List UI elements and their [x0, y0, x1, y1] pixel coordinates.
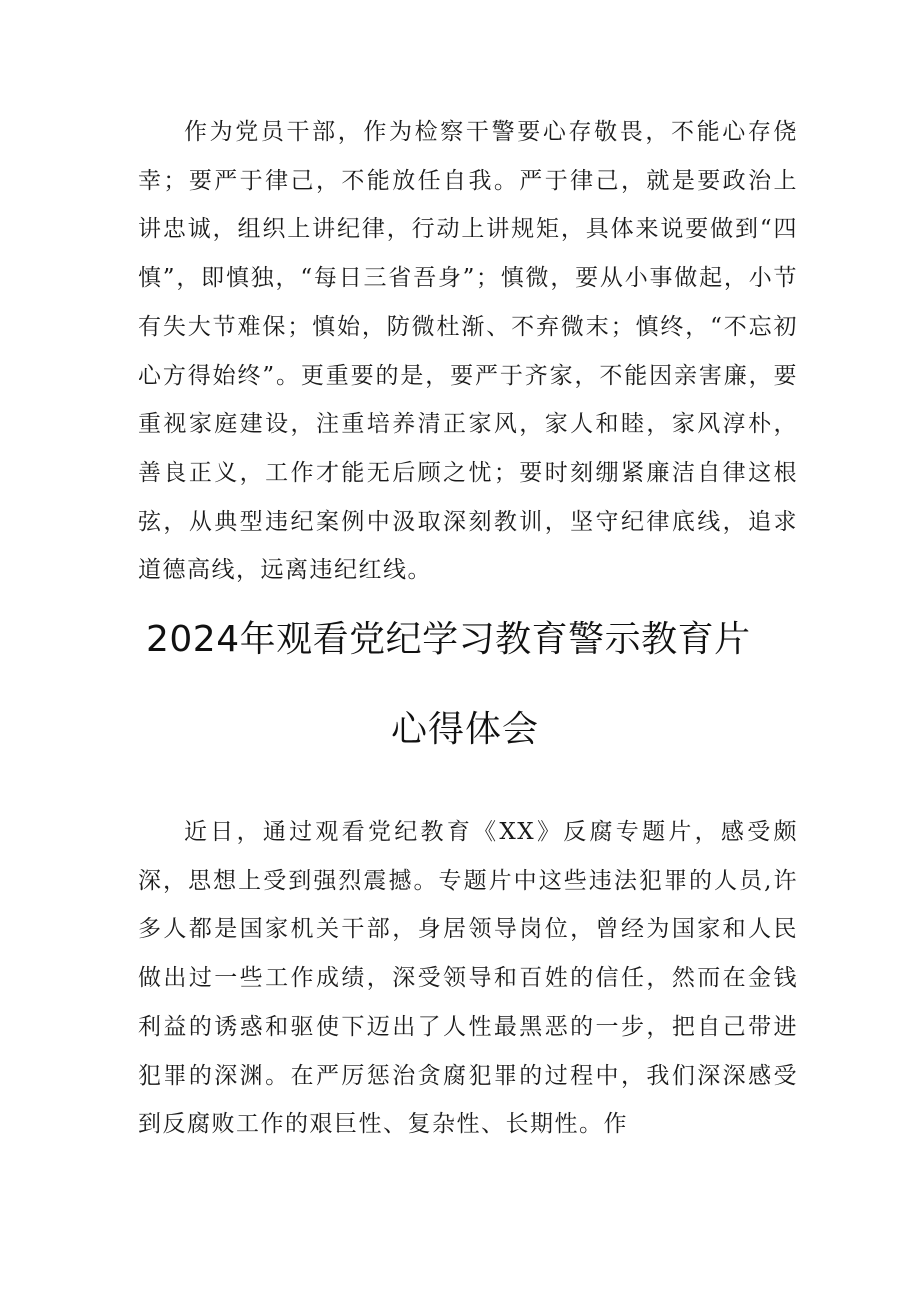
body-paragraph-1: 作为党员干部，作为检察干警要心存敬畏，不能心存侥幸；要严于律己，不能放任自我。严于律己，就是要政治上讲忠诚，组织上讲纪律，行动上讲规矩，具体来说要做到“四慎”，即慎独，“每日三省吾身”；慎微，要从小事做起，小节有失大节难保；慎始，防微杜渐、不弃微末；慎终，“不忘初心方得始终”。更重要的是，要严于齐家，不能因亲害廉，要重视家庭建设，注重培养清正家风，家人和睦，家风淳朴，善良正义，工作才能无后顾之忧；要时刻绷紧廉洁自律这根弦，从典型违纪案例中汲取深刻教训，坚守纪律底线，追求道德高线，远离违纪红线。 [138, 119, 798, 584]
body-paragraph-2: 近日，通过观看党纪教育《XX》反腐专题片，感受颇深，思想上受到强烈震撼。专题片中这些违法犯罪的人员,许多人都是国家机关干部，身居领导岗位，曾经为国家和人民做出过一些工作成绩，深受领导和百姓的信任，然而在金钱利益的诱惑和驱使下迈出了人性最黑恶的一步，把自己带进犯罪的深渊。在严厉惩治贪腐犯罪的过程中，我们深深感受到反腐败工作的艰巨性、复杂性、长期性。作 [138, 819, 798, 1138]
document-title-line-2: 心得体会 [391, 709, 540, 750]
document-title-line-1: 2024年观看党纪学习教育警示教育片 [146, 619, 751, 660]
